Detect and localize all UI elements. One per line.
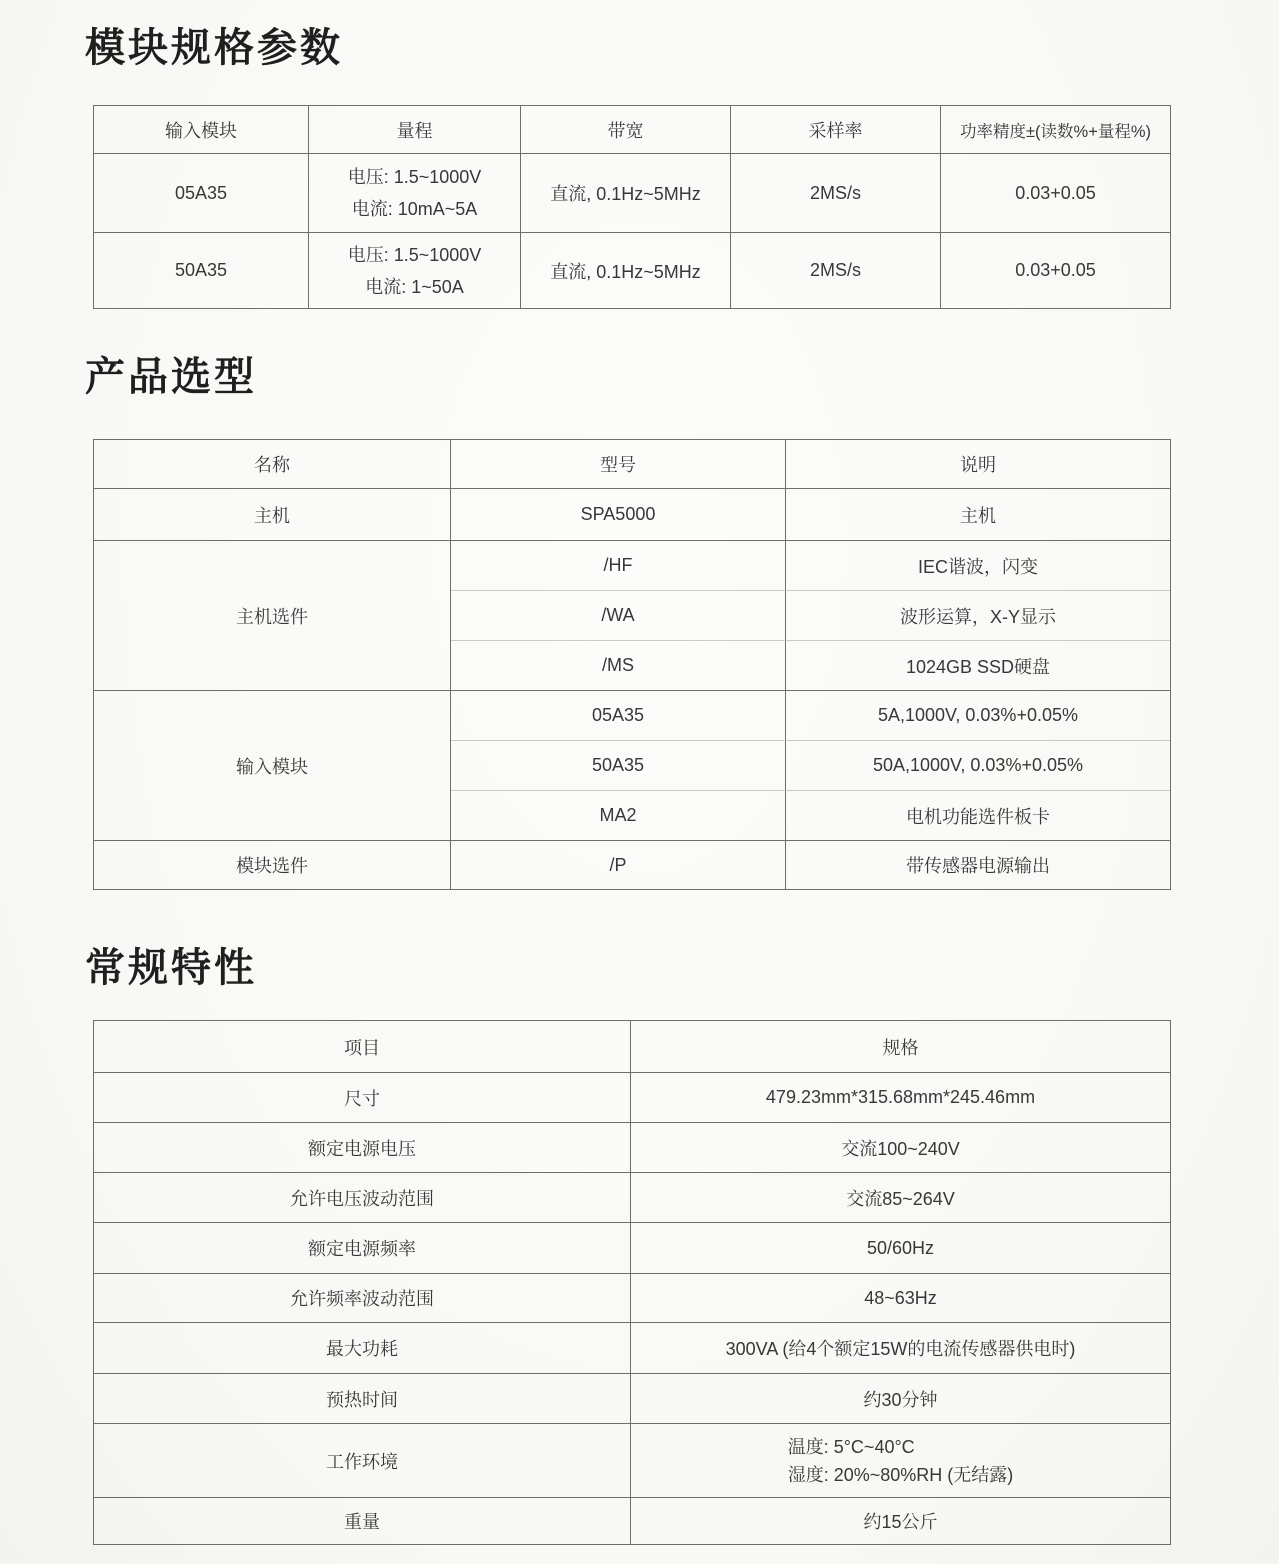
power-accuracy-cell: 0.03+0.05: [941, 154, 1170, 233]
spec-cell: 300VA (给4个额定15W的电流传感器供电时): [631, 1323, 1170, 1374]
table-row: [94, 1073, 1170, 1123]
column-header-item: 项目: [94, 1021, 631, 1073]
sample-rate-cell: 2MS/s: [731, 154, 941, 233]
table-header-row: [94, 1021, 1170, 1073]
range-current: 电流: 10mA~5A: [351, 199, 478, 219]
bandwidth-cell: 直流, 0.1Hz~5MHz: [521, 154, 731, 233]
column-header-bandwidth: 带宽: [521, 106, 731, 154]
spec-cell: 约30分钟: [631, 1374, 1170, 1424]
table-row: [94, 1123, 1170, 1173]
name-cell-input-modules: 输入模块: [94, 691, 451, 841]
table-header-row: [94, 106, 1170, 154]
model-cell: 05A35: [451, 691, 786, 741]
section-title-general-features: 常规特性: [85, 946, 257, 990]
name-cell: 模块选件: [94, 841, 451, 889]
column-header-sample-rate: 采样率: [731, 106, 941, 154]
spec-cell: 约15公斤: [863, 1512, 938, 1532]
item-cell: 允许频率波动范围: [94, 1274, 631, 1323]
description-cell: 带传感器电源输出: [906, 856, 1050, 876]
model-cell: /P: [451, 841, 786, 889]
model-cell: /MS: [451, 641, 786, 691]
item-cell: 工作环境: [94, 1424, 631, 1498]
power-accuracy-cell: 0.03+0.05: [1015, 260, 1096, 280]
description-cell: 1024GB SSD硬盘: [786, 641, 1170, 691]
table-row: [94, 489, 1170, 541]
item-cell: 预热时间: [94, 1374, 631, 1424]
spec-cell: 交流100~240V: [631, 1123, 1170, 1173]
table-row: [94, 1424, 1170, 1498]
spec-cell: 交流85~264V: [631, 1173, 1170, 1223]
description-cell: 主机: [786, 489, 1170, 541]
table-header-row: [94, 440, 1170, 489]
model-cell: MA2: [451, 791, 786, 841]
range-cell: [309, 154, 521, 233]
spec-cell: 50/60Hz: [631, 1223, 1170, 1274]
spec-cell: 479.23mm*315.68mm*245.46mm: [631, 1073, 1170, 1123]
column-header-description: 说明: [786, 440, 1170, 489]
bandwidth-cell: 直流, 0.1Hz~5MHz: [521, 233, 731, 308]
item-cell: 最大功耗: [94, 1323, 631, 1374]
model-cell: /HF: [451, 541, 786, 591]
table-row: [94, 154, 1170, 233]
range-voltage: 电压: 1.5~1000V: [347, 244, 482, 265]
operating-environment-spec: [788, 1433, 1014, 1489]
description-cell: 波形运算，X-Y显示: [786, 591, 1170, 641]
table-row: [94, 1223, 1170, 1274]
table-row: [94, 691, 1170, 741]
item-cell: 额定电源电压: [94, 1123, 631, 1173]
table-row: [94, 1374, 1170, 1424]
section-title-product-selection: 产品选型: [85, 355, 257, 399]
description-cell: IEC谐波，闪变: [786, 541, 1170, 591]
column-header-model: 型号: [451, 440, 786, 489]
table-row: [94, 1173, 1170, 1223]
column-header-spec: 规格: [631, 1021, 1170, 1073]
module-spec-table: [93, 105, 1171, 309]
item-cell: 允许电压波动范围: [94, 1173, 631, 1223]
column-header-power-accuracy: 功率精度±(读数%+量程%): [941, 106, 1170, 154]
model-cell: 50A35: [451, 741, 786, 791]
item-cell: 额定电源频率: [94, 1223, 631, 1274]
model-cell: /WA: [451, 591, 786, 641]
model-cell: 05A35: [94, 154, 309, 233]
spec-cell: 48~63Hz: [631, 1274, 1170, 1323]
column-header-name: 名称: [94, 440, 451, 489]
name-cell-host-options: 主机选件: [94, 541, 451, 691]
item-cell: 尺寸: [94, 1073, 631, 1123]
item-cell: 重量: [94, 1498, 631, 1544]
section-title-module-specs: 模块规格参数: [85, 26, 343, 70]
name-cell: 主机: [94, 489, 451, 541]
model-cell: SPA5000: [451, 489, 786, 541]
column-header-input-module: 输入模块: [94, 106, 309, 154]
humidity-line: 湿度: 20%~80%RH (无结露): [787, 1464, 1014, 1485]
range-current: 电流: 1~50A: [365, 276, 464, 297]
description-cell: 5A,1000V, 0.03%+0.05%: [786, 691, 1170, 741]
temperature-line: 温度: 5°C~40°C: [787, 1436, 915, 1457]
product-selection-table: [93, 439, 1171, 890]
sample-rate-cell: 2MS/s: [731, 233, 941, 308]
table-row: [94, 1323, 1170, 1374]
general-features-table: [93, 1020, 1171, 1545]
table-row: [94, 233, 1170, 308]
range-cell: [309, 233, 521, 308]
model-cell: 50A35: [94, 233, 309, 308]
column-header-range: 量程: [309, 106, 521, 154]
table-row: [94, 1274, 1170, 1323]
table-row: [94, 841, 1170, 889]
spec-cell: [631, 1424, 1170, 1498]
description-cell: 50A,1000V, 0.03%+0.05%: [786, 741, 1170, 791]
description-cell: 电机功能选件板卡: [786, 791, 1170, 841]
table-row: [94, 541, 1170, 591]
table-row: [94, 1498, 1170, 1544]
range-voltage: 电压: 1.5~1000V: [347, 167, 482, 187]
